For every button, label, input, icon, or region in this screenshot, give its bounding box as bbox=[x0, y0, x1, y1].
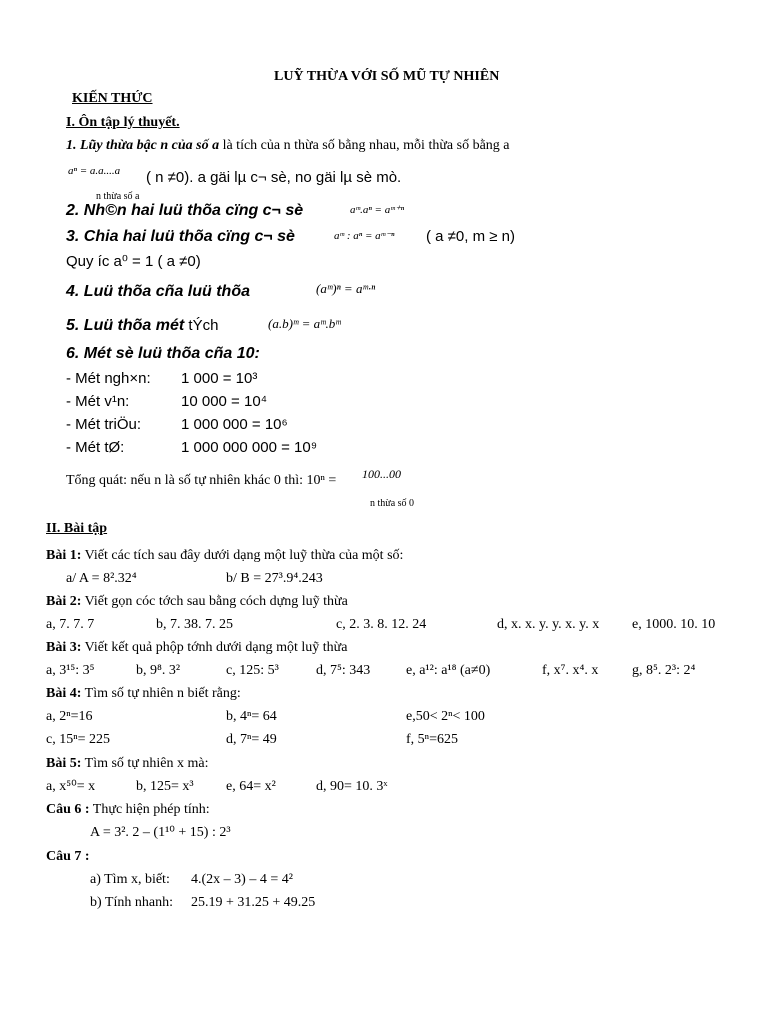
rule-3-formula: aᵐ : aⁿ = aᵐ⁻ⁿ bbox=[334, 230, 395, 242]
exercise-4-prompt bbox=[46, 687, 241, 701]
general-formula-value: 100...00 bbox=[362, 467, 401, 481]
power10-name: - Mét tØ: bbox=[66, 439, 125, 456]
exercise-2-label: Bài 2: bbox=[46, 594, 82, 609]
question-6-label: Câu 6 : bbox=[46, 802, 90, 817]
exercise-item: e,50< 2ⁿ< 100 bbox=[406, 709, 485, 724]
exercise-item: f, x⁷. x⁴. x bbox=[542, 663, 599, 678]
rule-6-label: 6. Mét sè luü thõa cña 10: bbox=[66, 345, 260, 362]
exercise-item: g, 8⁵. 2³: 2⁴ bbox=[632, 663, 696, 678]
exercise-4-label: Bài 4: bbox=[46, 686, 82, 701]
question-6-text: Thực hiện phép tính: bbox=[89, 802, 210, 817]
question-7b-label: b) Tính nhanh: bbox=[90, 895, 173, 910]
rule-5-label-rest: tÝch bbox=[184, 317, 219, 334]
exercise-item: a, 2ⁿ=16 bbox=[46, 709, 93, 724]
question-7-label: Câu 7 : bbox=[46, 849, 90, 864]
rule-3-condition: ( a ≠0, m ≥ n) bbox=[426, 228, 515, 245]
power10-name: - Mét triÖu: bbox=[66, 416, 142, 433]
exercise-item: d, 7ⁿ= 49 bbox=[226, 732, 277, 747]
rule-2-label: 2. Nh©n hai luü thõa cïng c¬ sè bbox=[66, 202, 304, 219]
power10-name: - Mét ngh×n: bbox=[66, 370, 151, 387]
general-formula-text: Tổng quát: nếu n là số tự nhiên khác 0 thì: 10ⁿ = bbox=[66, 473, 337, 488]
exercise-item: d, 90= 10. 3ˣ bbox=[316, 779, 388, 794]
rule-4-formula: (aᵐ)ⁿ = aᵐ·ⁿ bbox=[316, 281, 376, 296]
exercise-5-prompt bbox=[46, 757, 209, 771]
brace-label-a: n thừa số a bbox=[96, 191, 140, 202]
exercise-item: b, 7. 38. 7. 25 bbox=[156, 617, 233, 632]
exercise-3-prompt bbox=[46, 641, 347, 655]
convention-line: Quy íc a⁰ = 1 ( a ≠0) bbox=[66, 253, 201, 270]
brace-label-zero: n thừa số 0 bbox=[370, 498, 415, 509]
exercise-item: b, 125= x³ bbox=[136, 779, 194, 794]
exercise-2-text: Viết gọn cóc tớch sau bằng cóch dựng luỹ thừa bbox=[81, 594, 348, 609]
exercise-item: a, 3¹⁵: 3⁵ bbox=[46, 663, 95, 678]
exercise-4-text: Tìm số tự nhiên n biết rằng: bbox=[81, 686, 241, 701]
power10-name: - Mét v¹n: bbox=[66, 393, 130, 410]
exercise-1-prompt bbox=[46, 549, 403, 563]
exercise-item: b/ B = 27³.9⁴.243 bbox=[226, 571, 323, 586]
question-7a-label: a) Tìm x, biết: bbox=[90, 872, 170, 887]
exercise-item: c, 15ⁿ= 225 bbox=[46, 732, 111, 747]
rule-2-formula: aᵐ.aⁿ = aᵐ⁺ⁿ bbox=[350, 204, 405, 216]
rule-5-line bbox=[66, 318, 218, 334]
exercise-item: a/ A = 8².32⁴ bbox=[66, 571, 137, 586]
rule-5-formula: (a.b)ᵐ = aᵐ.bᵐ bbox=[268, 316, 341, 331]
exercise-3-label: Bài 3: bbox=[46, 640, 82, 655]
exercise-1-text: Viết các tích sau đây dưới dạng một luỹ thừa của một số: bbox=[81, 548, 404, 563]
exercise-item: b, 9⁸. 3² bbox=[136, 663, 181, 678]
question-6-prompt bbox=[46, 803, 210, 817]
rule-4-label: 4. Luü thõa cña luü thõa bbox=[66, 283, 250, 300]
exercise-item: d, x. x. y. y. x. y. x bbox=[497, 617, 600, 632]
exercise-3-text: Viết kết quả phộp tớnh dưới dạng một luỹ thừa bbox=[81, 640, 348, 655]
exercise-item: a, x⁵⁰= x bbox=[46, 779, 96, 794]
exercise-item: a, 7. 7. 7 bbox=[46, 617, 95, 632]
power10-value: 1 000 000 000 = 10⁹ bbox=[181, 439, 318, 456]
definition-rest: là tích của n thừa số bằng nhau, mỗi thừa số bằng a bbox=[219, 138, 510, 153]
exercise-5-text: Tìm số tự nhiên x mà: bbox=[81, 756, 209, 771]
kien-thuc-heading: KIẾN THỨC bbox=[72, 91, 153, 106]
definition-line bbox=[66, 139, 510, 153]
rule-5-label: 5. Luü thõa mét bbox=[66, 317, 185, 334]
definition-bold: 1. Lũy thừa bậc n của số a bbox=[66, 138, 220, 153]
power10-value: 1 000 = 10³ bbox=[181, 370, 258, 387]
exercise-item: c, 2. 3. 8. 12. 24 bbox=[336, 617, 427, 632]
exercise-item: e, 64= x² bbox=[226, 779, 276, 794]
section-1-heading: I. Ôn tập lý thuyết. bbox=[66, 115, 180, 130]
exercise-item: b, 4ⁿ= 64 bbox=[226, 709, 277, 724]
section-2-heading: II. Bài tập bbox=[46, 521, 108, 536]
question-7b-expression: 25.19 + 31.25 + 49.25 bbox=[191, 895, 316, 910]
exercise-item: c, 125: 5³ bbox=[226, 663, 279, 678]
exercise-item: e, a¹²: a¹⁸ (a≠0) bbox=[406, 663, 491, 678]
exercise-item: f, 5ⁿ=625 bbox=[406, 732, 458, 747]
exercise-1-label: Bài 1: bbox=[46, 548, 82, 563]
question-6-expression: A = 3². 2 – (1¹⁰ + 15) : 2³ bbox=[90, 825, 231, 840]
power-definition-formula: aⁿ = a.a....a bbox=[68, 165, 121, 177]
exercise-item: e, 1000. 10. 10 bbox=[632, 617, 716, 632]
question-7a-expression: 4.(2x – 3) – 4 = 4² bbox=[191, 872, 293, 887]
page-title: LUỸ THỪA VỚI SỐ MŨ TỰ NHIÊN bbox=[274, 69, 500, 84]
rule-3-label: 3. Chia hai luü thõa cïng c¬ sè bbox=[66, 228, 295, 245]
exercise-5-label: Bài 5: bbox=[46, 756, 82, 771]
exercise-2-prompt bbox=[46, 595, 348, 609]
power-condition: ( n ≠0). a gäi lµ c¬ sè, no gäi lµ sè mò. bbox=[146, 169, 402, 186]
exercise-item: d, 7⁵: 343 bbox=[316, 663, 371, 678]
power10-value: 1 000 000 = 10⁶ bbox=[181, 416, 288, 433]
power10-value: 10 000 = 10⁴ bbox=[181, 393, 268, 410]
